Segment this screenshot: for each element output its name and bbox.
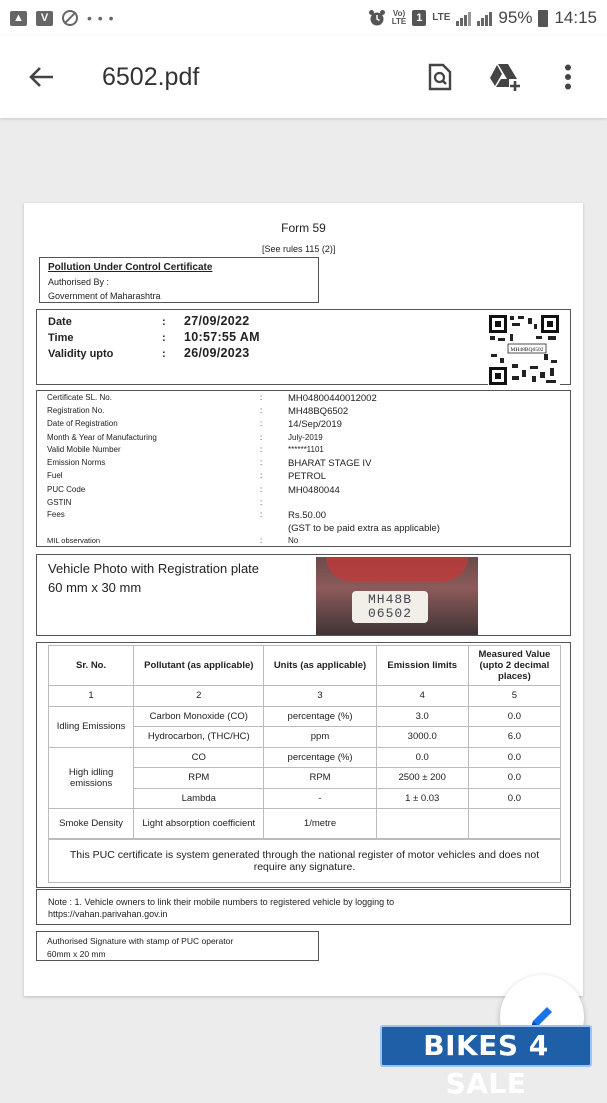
certificate-authority-box xyxy=(39,257,319,303)
date-value: 27/09/2022 xyxy=(184,314,250,328)
certificate-heading: Pollution Under Control Certificate xyxy=(48,262,213,273)
form-rules: [See rules 115 (2)] xyxy=(262,244,336,254)
group-label: Smoke Density xyxy=(49,809,134,839)
battery-percent: 95% xyxy=(498,8,533,27)
time-value: 10:57:55 AM xyxy=(184,330,260,344)
header-cell: Emission limits xyxy=(376,646,468,686)
add-to-drive-icon xyxy=(487,62,521,92)
table-row: Lambda - 1 ± 0.03 0.0 xyxy=(49,788,561,809)
system-icons xyxy=(368,8,597,28)
photo-caption xyxy=(48,559,259,597)
back-button[interactable] xyxy=(22,57,62,97)
sim-indicator: 1 xyxy=(412,10,426,26)
table-row: Hydrocarbon, (THC/HC) ppm 3000.0 6.0 xyxy=(49,727,561,748)
qr-caption: MH48BQ6502 xyxy=(510,347,544,353)
info-row: Valid Mobile Number : ******1101 xyxy=(47,445,324,454)
vehicle-info-box xyxy=(36,390,571,547)
notification-icons xyxy=(10,10,114,26)
qr-code xyxy=(488,314,560,386)
info-row: Date of Registration : 14/Sep/2019 xyxy=(47,419,342,430)
info-row: (GST to be paid extra as applicable) xyxy=(288,523,440,534)
system-generated-note: This PUC certificate is system generated through the national register of motor vehicles and does not require any signature. xyxy=(48,839,561,883)
vehicle-photo-box xyxy=(36,554,571,636)
plate-line: MH48B xyxy=(367,592,412,607)
data-saver-icon xyxy=(62,10,78,26)
signature-label: Authorised Signature with stamp of PUC operator xyxy=(47,936,234,946)
authorised-by-label: Authorised By : xyxy=(48,277,110,287)
watermark-logo: BIKES 4 SALE xyxy=(380,1025,592,1067)
more-notifications-icon: • • • xyxy=(87,10,115,26)
info-row: PUC Code : MH0480044 xyxy=(47,485,340,496)
time-label: Time xyxy=(48,332,74,344)
v-app-icon: V xyxy=(36,11,53,26)
alarm-icon xyxy=(368,9,386,27)
info-row: Registration No. : MH48BQ6502 xyxy=(47,406,349,417)
plate-line: 06502 xyxy=(367,606,412,621)
header-cell: Measured Value (upto 2 decimal places) xyxy=(468,646,560,686)
table-row: High idling emissions CO percentage (%) 0.0 0.0 xyxy=(49,747,561,768)
mobile-link-note xyxy=(36,889,571,925)
add-to-drive-button[interactable] xyxy=(487,60,521,94)
pdf-page[interactable] xyxy=(24,203,583,996)
app-bar xyxy=(0,36,607,118)
header-cell: Sr. No. xyxy=(49,646,134,686)
more-vert-icon xyxy=(564,64,572,90)
header-cell: Pollutant (as applicable) xyxy=(134,646,264,686)
table-header-row xyxy=(49,646,561,686)
date-time-box xyxy=(36,309,571,385)
table-row: Idling Emissions Carbon Monoxide (CO) percentage (%) 3.0 0.0 xyxy=(49,706,561,727)
table-row: 1 2 3 4 5 xyxy=(49,686,561,707)
note-line: Note : 1. Vehicle owners to link their mobile numbers to registered vehicle by logging to xyxy=(48,897,395,907)
validity-row: Validity upto : 26/09/2023 xyxy=(48,346,250,360)
table-row: RPM RPM 2500 ± 200 0.0 xyxy=(49,768,561,789)
lte-indicator: LTE xyxy=(432,12,451,23)
validity-label: Validity upto xyxy=(48,348,114,360)
search-in-document-icon xyxy=(428,63,452,91)
header-cell: Units (as applicable) xyxy=(264,646,376,686)
info-row: GSTIN : xyxy=(47,498,263,507)
info-row: Certificate SL. No. : MH04800440012002 xyxy=(47,393,377,404)
volte-indicator: Vo) LTE xyxy=(391,9,407,26)
table-row: Smoke Density Light absorption coefficient 1/metre xyxy=(49,809,561,839)
info-row: Month & Year of Manufacturing : July-2019 xyxy=(47,433,323,442)
government-name: Government of Maharashtra xyxy=(48,291,161,301)
info-row: Fees : Rs.50.00 xyxy=(47,510,327,521)
vehicle-photo xyxy=(316,557,478,635)
date-label: Date xyxy=(48,316,72,328)
more-options-button[interactable] xyxy=(551,60,585,94)
clock: 14:15 xyxy=(554,8,597,27)
info-row: MIL observation : No xyxy=(47,536,299,545)
date-row: Date : 27/09/2022 xyxy=(48,314,250,328)
signature-size: 60mm x 20 mm xyxy=(47,949,106,959)
document-title: 6502.pdf xyxy=(102,62,200,91)
group-label: High idling emissions xyxy=(49,747,134,809)
validity-value: 26/09/2023 xyxy=(184,346,250,360)
emissions-table xyxy=(48,645,561,839)
registration-plate xyxy=(352,591,428,623)
battery-icon xyxy=(538,10,548,27)
group-label: Idling Emissions xyxy=(49,706,134,747)
gallery-icon: ▲ xyxy=(10,11,27,26)
photo-size-line: 60 mm x 30 mm xyxy=(48,580,142,595)
photo-caption-line: Vehicle Photo with Registration plate xyxy=(48,561,260,576)
vahan-link[interactable]: https://vahan.parivahan.gov.in xyxy=(48,909,168,919)
signature-box xyxy=(36,931,319,961)
emissions-box xyxy=(36,642,571,888)
time-row: Time : 10:57:55 AM xyxy=(48,330,260,344)
info-row: Fuel : PETROL xyxy=(47,471,327,482)
find-in-document-button[interactable] xyxy=(423,60,457,94)
signal-icon-1 xyxy=(456,10,471,26)
signal-icon-2 xyxy=(477,10,492,26)
form-title: Form 59 xyxy=(281,221,326,235)
arrow-left-icon xyxy=(29,66,55,88)
status-bar xyxy=(0,0,607,36)
app-actions xyxy=(423,60,585,94)
info-row: Emission Norms : BHARAT STAGE IV xyxy=(47,458,372,469)
